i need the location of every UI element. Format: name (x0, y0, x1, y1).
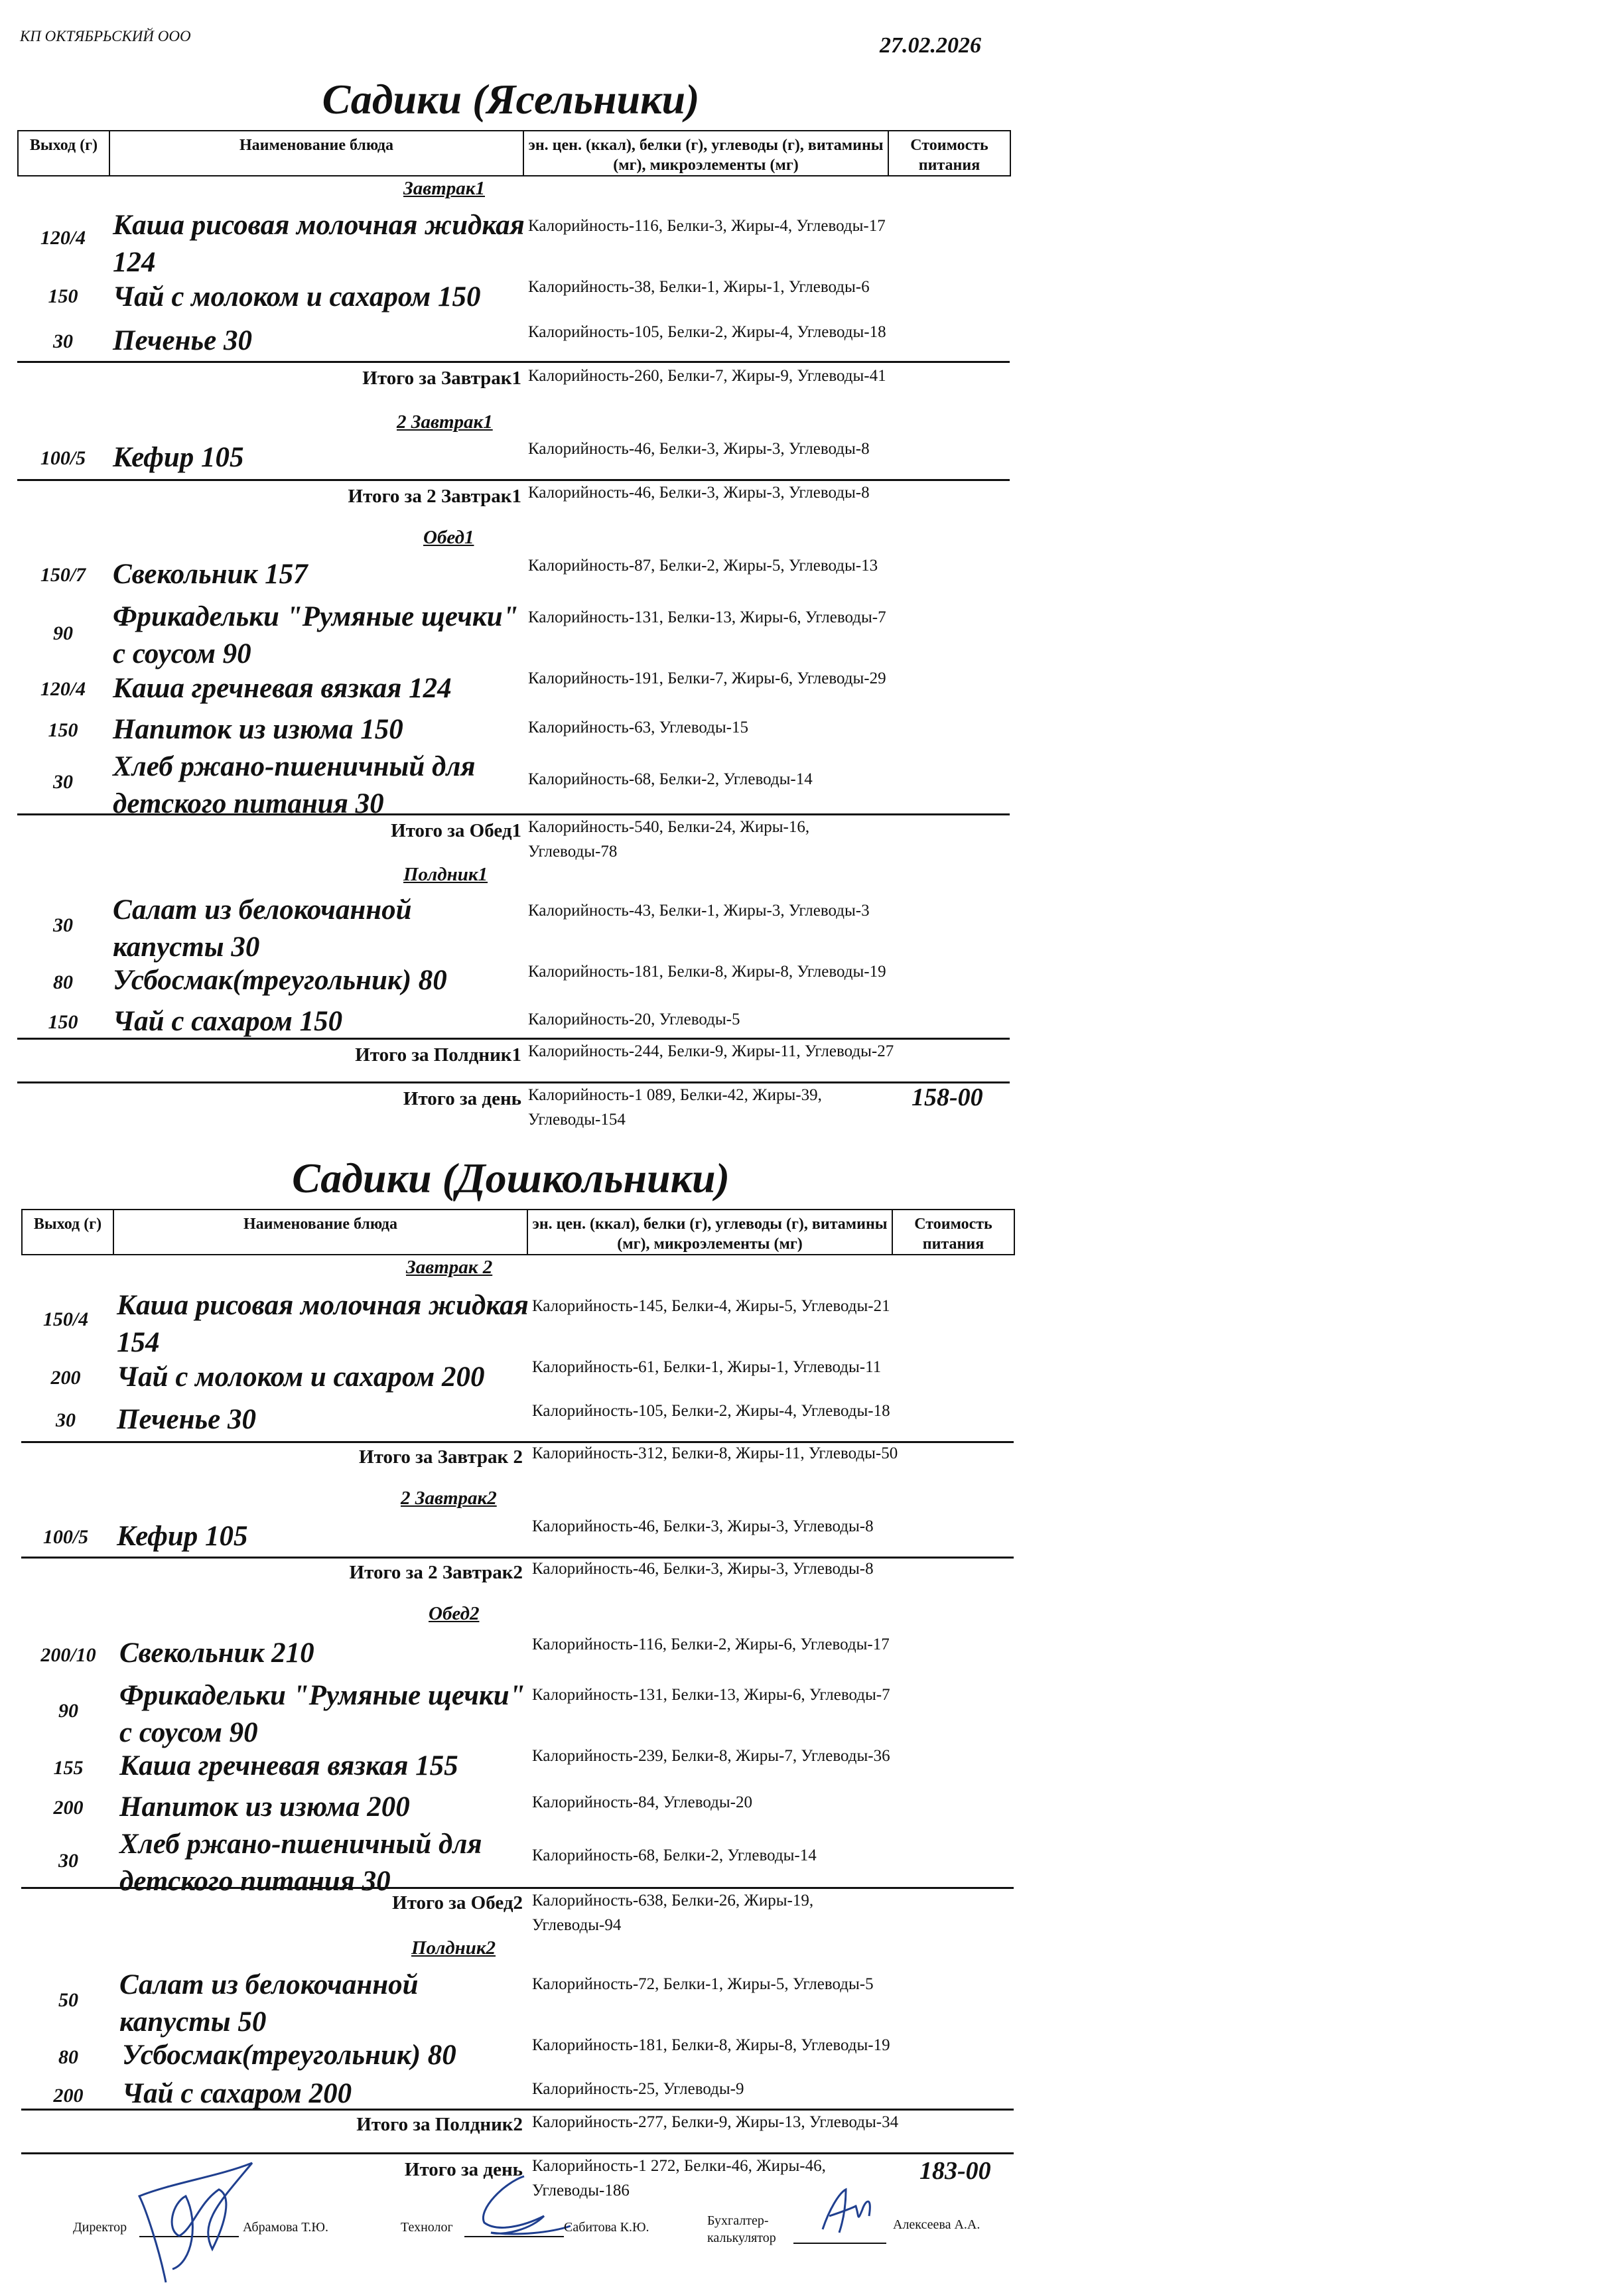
item-nutrition: Калорийность-43, Белки-1, Жиры-3, Углеводы-3 (528, 902, 870, 920)
item-yield: 200 (50, 1367, 81, 1389)
item-yield: 200 (53, 2085, 84, 2107)
meal-total-nutrition: Калорийность-46, Белки-3, Жиры-3, Углеводы-8 (532, 1560, 874, 1578)
day-total-nutrition: Калорийность-1 089, Белки-42, Жиры-39, Углеводы-154 (528, 1086, 822, 1129)
item-nutrition: Калорийность-131, Белки-13, Жиры-6, Углеводы-7 (528, 608, 886, 626)
item-yield: 90 (53, 622, 73, 644)
item-dish: Каша рисовая молочная жидкая 124 (113, 210, 525, 278)
header-cost: Стоимость питания (892, 1210, 1014, 1255)
header-nutrition: эн. цен. (ккал), белки (г), углеводы (г), витамины (мг), микроэлементы (мг) (523, 131, 888, 176)
item-nutrition: Калорийность-87, Белки-2, Жиры-5, Углеводы-13 (528, 557, 878, 575)
item-nutrition: Калорийность-46, Белки-3, Жиры-3, Углеводы-8 (532, 1517, 874, 1535)
item-yield: 150/7 (40, 564, 86, 586)
item-yield: 30 (58, 1850, 78, 1872)
day-total-label: Итого за день (403, 1088, 521, 1109)
item-yield: 200/10 (40, 1644, 96, 1666)
header-dish-name: Наименование блюда (109, 131, 523, 176)
item-dish: Каша гречневая вязкая 155 (119, 1750, 458, 1781)
item-yield: 100/5 (42, 1526, 89, 1548)
meal-total-nutrition: Калорийность-638, Белки-26, Жиры-19, Углеводы-94 (532, 1892, 814, 1934)
item-yield: 150 (48, 285, 78, 307)
item-nutrition: Калорийность-181, Белки-8, Жиры-8, Углеводы-19 (528, 963, 886, 981)
item-nutrition: Калорийность-72, Белки-1, Жиры-5, Углеводы-5 (532, 1975, 874, 1993)
item-yield: 80 (58, 2046, 78, 2068)
item-dish: Напиток из изюма 200 (119, 1791, 410, 1823)
item-nutrition: Калорийность-20, Углеводы-5 (528, 1010, 740, 1028)
accountant-signature (809, 2183, 882, 2243)
meal-total-label: Итого за Завтрак 2 (359, 1446, 523, 1468)
day-price: 158-00 (912, 1083, 983, 1111)
header-yield: Выход (г) (18, 131, 109, 176)
item-dish: Хлеб ржано-пшеничный для детского питания 30 (113, 751, 476, 819)
section-title-nursery: Садики (Ясельники) (322, 76, 700, 123)
header-nutrition: эн. цен. (ккал), белки (г), углеводы (г), витамины (мг), микроэлементы (мг) (527, 1210, 892, 1255)
item-yield: 150 (48, 1011, 78, 1033)
meal-total-nutrition: Калорийность-277, Белки-9, Жиры-13, Углеводы-34 (532, 2113, 899, 2131)
meal-total-label: Итого за 2 Завтрак1 (348, 486, 521, 507)
item-yield: 30 (53, 330, 73, 352)
item-dish: Свекольник 210 (119, 1637, 314, 1669)
item-dish: Печенье 30 (117, 1404, 256, 1435)
item-yield: 120/4 (40, 227, 86, 249)
technologist-role: Технолог (401, 2220, 453, 2235)
day-total-nutrition: Калорийность-1 272, Белки-46, Жиры-46, Углеводы-186 (532, 2157, 826, 2199)
director-role: Директор (73, 2220, 127, 2235)
item-nutrition: Калорийность-105, Белки-2, Жиры-4, Углеводы-18 (528, 323, 886, 341)
item-dish: Чай с сахаром 150 (113, 1006, 343, 1037)
item-yield: 90 (58, 1700, 78, 1722)
meal-total-nutrition: Калорийность-244, Белки-9, Жиры-11, Углеводы-27 (528, 1042, 894, 1060)
item-yield: 80 (53, 971, 73, 993)
organization-name: КП ОКТЯБРЬСКИЙ ООО (20, 28, 191, 44)
item-yield: 150/4 (42, 1308, 89, 1330)
item-nutrition: Калорийность-25, Углеводы-9 (532, 2080, 744, 2098)
director-signature (119, 2130, 272, 2289)
meal-total-label: Итого за Обед1 (391, 820, 521, 841)
item-dish: Кефир 105 (113, 442, 244, 473)
item-nutrition: Калорийность-131, Белки-13, Жиры-6, Углеводы-7 (532, 1686, 890, 1704)
item-dish: Салат из белокочанной капусты 30 (113, 894, 412, 963)
item-nutrition: Калорийность-46, Белки-3, Жиры-3, Углеводы-8 (528, 440, 870, 458)
header-dish-name: Наименование блюда (113, 1210, 527, 1255)
item-yield: 30 (56, 1409, 76, 1431)
item-dish: Фрикадельки "Румяные щечки" с соусом 90 (113, 601, 519, 669)
item-yield: 100/5 (40, 447, 86, 469)
item-nutrition: Калорийность-61, Белки-1, Жиры-1, Углеводы-11 (532, 1358, 882, 1376)
meal-heading: Завтрак 2 (406, 1257, 493, 1278)
technologist-name: Сабитова К.Ю. (564, 2220, 649, 2235)
item-dish: Фрикадельки "Румяные щечки" с соусом 90 (119, 1680, 525, 1748)
item-dish: Хлеб ржано-пшеничный для детского питания 30 (119, 1829, 482, 1897)
meal-total-label: Итого за Обед2 (392, 1892, 523, 1913)
header-yield: Выход (г) (22, 1210, 113, 1255)
accountant-role: Бухгалтер-калькулятор (707, 2213, 776, 2245)
meal-total-nutrition: Калорийность-260, Белки-7, Жиры-9, Углеводы-41 (528, 367, 886, 385)
item-dish: Печенье 30 (113, 325, 252, 356)
item-nutrition: Калорийность-145, Белки-4, Жиры-5, Углеводы-21 (532, 1297, 890, 1315)
divider-line (17, 361, 1010, 363)
item-dish: Свекольник 157 (113, 559, 308, 590)
item-dish: Чай с сахаром 200 (122, 2078, 352, 2109)
item-yield: 155 (53, 1757, 84, 1779)
item-dish: Чай с молоком и сахаром 200 (117, 1361, 485, 1393)
accountant-name: Алексеева А.А. (893, 2217, 981, 2232)
day-price: 183-00 (919, 2157, 991, 2185)
item-nutrition: Калорийность-68, Белки-2, Углеводы-14 (532, 1846, 817, 1864)
meal-total-nutrition: Калорийность-540, Белки-24, Жиры-16, Углеводы-78 (528, 818, 810, 861)
item-nutrition: Калорийность-239, Белки-8, Жиры-7, Углеводы-36 (532, 1747, 890, 1765)
item-yield: 150 (48, 719, 78, 741)
signature-line (793, 2243, 886, 2244)
meal-total-label: Итого за 2 Завтрак2 (349, 1562, 523, 1583)
meal-heading: Обед2 (429, 1603, 480, 1624)
technologist-signature (464, 2170, 577, 2243)
item-nutrition: Калорийность-116, Белки-3, Жиры-4, Углеводы-17 (528, 217, 886, 235)
meal-total-label: Итого за Полдник1 (355, 1044, 521, 1066)
item-yield: 50 (58, 1989, 78, 2011)
meal-total-nutrition: Калорийность-46, Белки-3, Жиры-3, Углеводы-8 (528, 484, 870, 502)
item-yield: 200 (53, 1797, 84, 1819)
table-header-nursery (17, 130, 1011, 176)
meal-heading: Завтрак1 (403, 178, 485, 199)
item-dish: Усбосмак(треугольник) 80 (113, 965, 447, 996)
meal-heading: Обед1 (423, 527, 474, 548)
item-nutrition: Калорийность-116, Белки-2, Жиры-6, Углеводы-17 (532, 1635, 890, 1653)
item-nutrition: Калорийность-181, Белки-8, Жиры-8, Углеводы-19 (532, 2036, 890, 2054)
item-dish: Усбосмак(треугольник) 80 (122, 2040, 456, 2071)
item-yield: 30 (53, 914, 73, 936)
item-nutrition: Калорийность-84, Углеводы-20 (532, 1793, 752, 1811)
item-dish: Салат из белокочанной капусты 50 (119, 1969, 419, 2038)
item-dish: Чай с молоком и сахаром 150 (113, 281, 481, 313)
item-yield: 30 (53, 771, 73, 793)
item-nutrition: Калорийность-105, Белки-2, Жиры-4, Углеводы-18 (532, 1402, 890, 1420)
item-dish: Напиток из изюма 150 (113, 714, 403, 745)
item-nutrition: Калорийность-63, Углеводы-15 (528, 719, 748, 736)
item-nutrition: Калорийность-38, Белки-1, Жиры-1, Углеводы-6 (528, 278, 870, 296)
item-dish: Каша гречневая вязкая 124 (113, 673, 452, 704)
meal-heading: Полдник1 (403, 864, 488, 885)
meal-total-nutrition: Калорийность-312, Белки-8, Жиры-11, Углеводы-50 (532, 1444, 898, 1462)
header-cost: Стоимость питания (888, 131, 1010, 176)
item-dish: Кефир 105 (117, 1521, 248, 1552)
meal-heading: 2 Завтрак1 (397, 411, 493, 433)
section-title-preschool: Садики (Дошкольники) (292, 1154, 730, 1202)
table-header-preschool (21, 1209, 1015, 1255)
meal-total-label: Итого за Завтрак1 (362, 368, 521, 389)
meal-total-label: Итого за Полдник2 (356, 2114, 523, 2135)
item-dish: Каша рисовая молочная жидкая 154 (117, 1290, 529, 1358)
meal-heading: 2 Завтрак2 (401, 1488, 497, 1509)
item-nutrition: Калорийность-191, Белки-7, Жиры-6, Углеводы-29 (528, 669, 886, 687)
menu-date: 27.02.2026 (880, 33, 981, 58)
director-name: Абрамова Т.Ю. (243, 2220, 328, 2235)
day-total-label: Итого за день (404, 2159, 523, 2180)
item-yield: 120/4 (40, 678, 86, 700)
item-nutrition: Калорийность-68, Белки-2, Углеводы-14 (528, 770, 813, 788)
meal-heading: Полдник2 (411, 1937, 496, 1959)
